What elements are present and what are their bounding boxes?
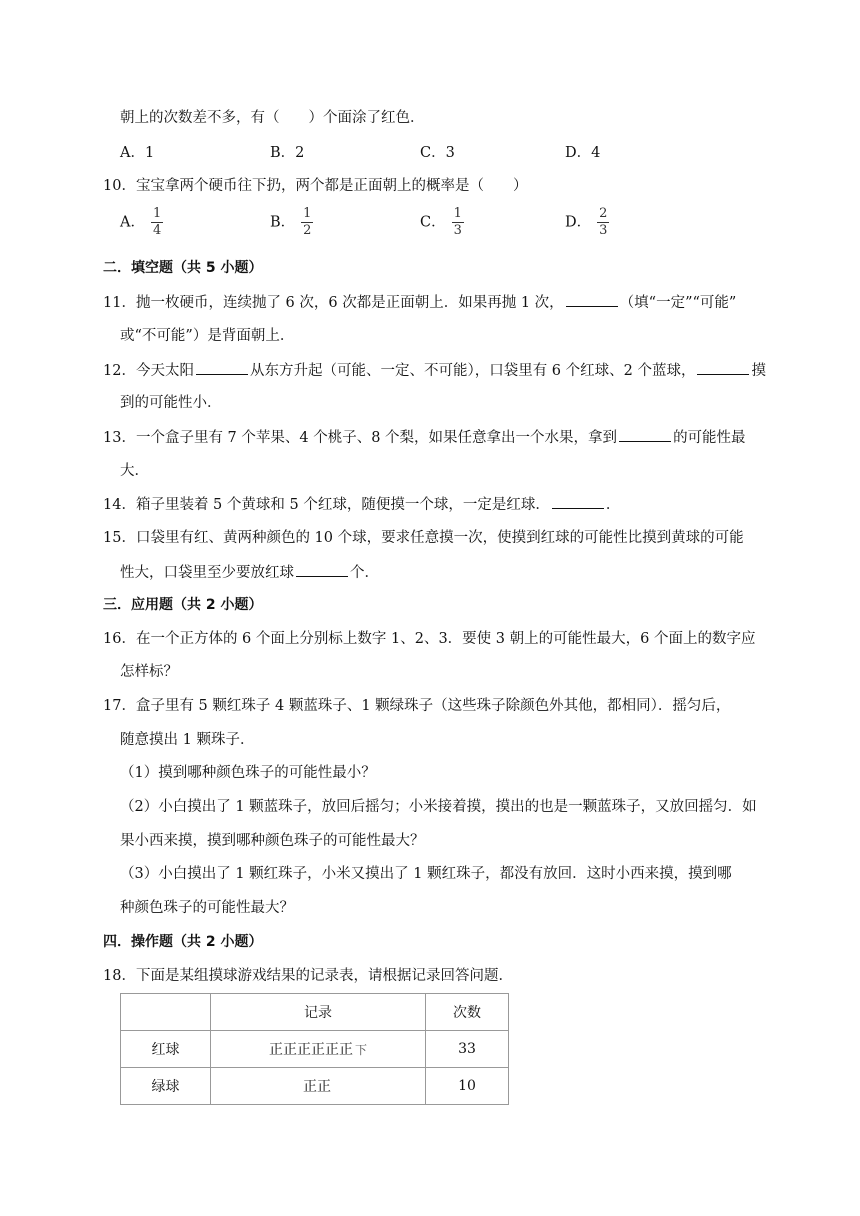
- q11-line-2: 或“不可能”）是背面朝上．: [120, 328, 295, 344]
- q10-option-a[interactable]: [120, 207, 163, 238]
- fraction-denominator: 2: [303, 223, 312, 238]
- q12-text-b: 从东方升起（可能、一定、不可能），口袋里有 6 个红球、2 个蓝球，: [249, 363, 696, 379]
- q13-line-1: [103, 427, 746, 448]
- q16-line-2: 怎样标？: [120, 664, 178, 680]
- row-count: 10: [426, 1068, 509, 1105]
- section-4-heading: 四．操作题（共 2 小题）: [103, 934, 263, 950]
- table-header-count: 次数: [426, 994, 509, 1031]
- q10-option-d-label: D．: [565, 214, 592, 231]
- fraction: [452, 207, 464, 238]
- table-row: [121, 1068, 509, 1105]
- fraction-numerator: 1: [303, 206, 312, 221]
- q17-sub-2-line-1: （2）小白摸出了 1 颗蓝珠子，放回后摇匀；小米接着摸，摸出的也是一颗蓝珠子，又放回摇匀．如: [120, 799, 757, 815]
- q15-answer-blank[interactable]: [296, 562, 348, 577]
- q12-answer-blank-2[interactable]: [697, 360, 749, 375]
- q14-text-b: ．: [605, 497, 621, 513]
- q17-line-2: 随意摸出 1 颗珠子．: [120, 732, 255, 748]
- q16-line-1: 16．在一个正方体的 6 个面上分别标上数字 1、2、3．要使 3 朝上的可能性最大，6 个面上的数字应: [103, 631, 756, 647]
- q9-option-c[interactable]: C．3: [420, 145, 455, 161]
- q10-option-a-label: A．: [120, 214, 145, 231]
- q9-continuation: 朝上的次数差不多，有（ ）个面涂了红色．: [120, 110, 425, 126]
- partial-tally-mark: 下: [354, 1043, 367, 1057]
- q13-text-a: 13．一个盒子里有 7 个苹果、4 个桃子、8 个梨，如果任意拿出一个水果，拿到: [103, 430, 618, 446]
- fraction-numerator: 1: [152, 206, 162, 221]
- q10-option-b-label: B．: [270, 214, 296, 231]
- q17-sub-3-line-2: 种颜色珠子的可能性最大？: [120, 900, 294, 916]
- table-header-cell-empty: [121, 994, 211, 1031]
- q15-text-b: 性大，口袋里至少要放红球: [120, 565, 294, 581]
- q10-option-d[interactable]: [565, 207, 609, 238]
- q11-line-1: [103, 292, 736, 313]
- q15-line-2: [120, 562, 379, 583]
- q15-line-1: 15．口袋里有红、黄两种颜色的 10 个球，要求任意摸一次，使摸到红球的可能性比摸到黄球的可能: [103, 530, 744, 546]
- q12-answer-blank-1[interactable]: [196, 360, 248, 375]
- q9-option-a[interactable]: A．1: [120, 145, 155, 161]
- q17-sub-1: （1）摸到哪种颜色珠子的可能性最小？: [120, 765, 376, 781]
- fraction: [151, 207, 163, 238]
- fraction: [597, 207, 609, 238]
- fraction: [301, 207, 313, 238]
- q9-option-b[interactable]: B．2: [270, 145, 305, 161]
- tally-marks: 正正正正正正: [268, 1042, 353, 1058]
- table-row: [121, 1031, 509, 1068]
- q11-text-b: （填“一定”“可能”: [619, 295, 737, 311]
- q15-text-c: 个．: [350, 565, 379, 581]
- tally-marks: 正正: [303, 1079, 331, 1095]
- q13-line-2: 大．: [120, 463, 149, 479]
- q12-line-2: 到的可能性小．: [120, 395, 222, 411]
- q11-text-a: 11．抛一枚硬币，连续抛了 6 次，6 次都是正面朝上．如果再抛 1 次，: [103, 295, 564, 311]
- record-table: [120, 993, 509, 1105]
- row-tally: [211, 1068, 426, 1105]
- fraction-numerator: 1: [453, 206, 462, 221]
- q14-line: [103, 494, 620, 515]
- q13-answer-blank[interactable]: [619, 427, 671, 442]
- section-3-heading: 三．应用题（共 2 小题）: [103, 597, 263, 613]
- q9-option-d[interactable]: D．4: [565, 145, 601, 161]
- q14-text-a: 14．箱子里装着 5 个黄球和 5 个红球，随便摸一个球，一定是红球．: [103, 497, 550, 513]
- q13-text-b: 的可能性最: [673, 430, 746, 446]
- q10-option-c[interactable]: [420, 207, 464, 238]
- q17-sub-3-line-1: （3）小白摸出了 1 颗红珠子，小米又摸出了 1 颗红珠子，都没有放回．这时小西来摸，摸到哪: [120, 866, 732, 882]
- fraction-denominator: 4: [152, 223, 162, 238]
- q11-answer-blank[interactable]: [566, 292, 618, 307]
- table-header-row: [121, 994, 509, 1031]
- q18-text: 18．下面是某组摸球游戏结果的记录表，请根据记录回答问题．: [103, 968, 513, 984]
- fraction-numerator: 2: [599, 206, 608, 221]
- q10-option-c-label: C．: [420, 214, 446, 231]
- q17-line-1: 17．盒子里有 5 颗红珠子 4 颗蓝珠子、1 颗绿珠子（这些珠子除颜色外其他，都相同）．摇匀后，: [103, 698, 731, 714]
- fraction-denominator: 3: [453, 223, 462, 238]
- fraction-denominator: 3: [599, 223, 608, 238]
- row-name: 红球: [121, 1031, 211, 1068]
- table-header-record: 记录: [211, 994, 426, 1031]
- q12-text-a: 12．今天太阳: [103, 363, 194, 379]
- q12-text-c: 摸: [751, 363, 766, 379]
- row-name: 绿球: [121, 1068, 211, 1105]
- row-tally: [211, 1031, 426, 1068]
- section-2-heading: 二．填空题（共 5 小题）: [103, 260, 263, 276]
- q17-sub-2-line-2: 果小西来摸，摸到哪种颜色珠子的可能性最大？: [120, 833, 425, 849]
- q10-text: 10．宝宝拿两个硬币往下扔，两个都是正面朝上的概率是（ ）: [103, 178, 528, 194]
- q14-answer-blank[interactable]: [552, 494, 604, 509]
- q12-line-1: [103, 360, 766, 381]
- row-count: 33: [426, 1031, 509, 1068]
- q10-option-b[interactable]: [270, 207, 313, 238]
